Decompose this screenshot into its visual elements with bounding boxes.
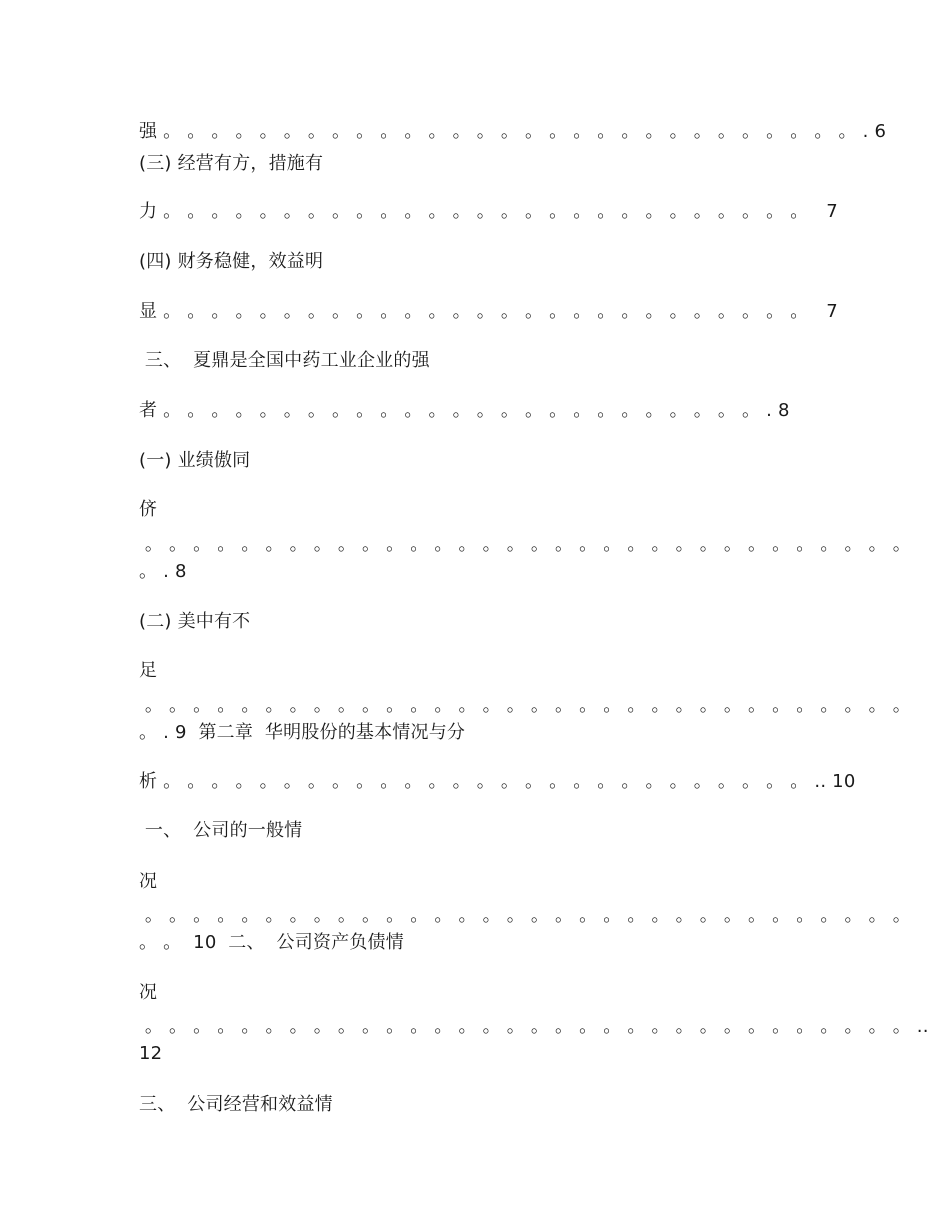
toc-entry-line: 况: [139, 982, 158, 1003]
toc-entry-line: 者 。 。 。 。 。 。 。 。 。 。 。 。 。 。 。 。 。 。 。 。 。 。 。 。 。 . 8: [139, 400, 790, 421]
toc-page-number-line: 12: [139, 1043, 163, 1064]
toc-leader-dots: 。 。 。 。 。 。 。 。 。 。 。 。 。 。 。 。 。 。 。 。 。 。 。 。 。 。 。 。 。 。 。 。: [139, 905, 911, 926]
toc-leader-dots: 。 。 。 。 。 。 。 。 。 。 。 。 。 。 。 。 。 。 。 。 。 。 。 。 。 。 。 。 。 。 。 。 ..: [139, 1016, 929, 1037]
toc-entry-line: 侪: [139, 499, 158, 520]
toc-entry-line: 足: [139, 660, 158, 681]
toc-page-number-line: 。 . 8: [139, 561, 187, 582]
toc-entry-line: (一) 业绩傲同: [139, 450, 251, 471]
toc-entry-line: 析 。 。 。 。 。 。 。 。 。 。 。 。 。 。 。 。 。 。 。 。 。 。 。 。 。 。 。 .. 10: [139, 771, 856, 792]
toc-entry-line: 。 。 10 二、 公司资产负债情: [139, 932, 404, 953]
toc-entry-line: 强 。 。 。 。 。 。 。 。 。 。 。 。 。 。 。 。 。 。 。 。 。 。 。 。 。 。 。 。 。 . 6: [139, 121, 887, 142]
toc-entry-line: (四) 财务稳健，效益明: [139, 251, 324, 272]
toc-leader-dots: 。 。 。 。 。 。 。 。 。 。 。 。 。 。 。 。 。 。 。 。 。 。 。 。 。 。 。 。 。 。 。 。: [139, 534, 911, 555]
toc-entry-line: 三、 公司经营和效益情: [139, 1094, 333, 1115]
toc-leader-dots: 。 。 。 。 。 。 。 。 。 。 。 。 。 。 。 。 。 。 。 。 。 。 。 。 。 。 。 。 。 。 。 。: [139, 695, 911, 716]
toc-entry-line: 。 . 9 第二章 华明股份的基本情况与分: [139, 722, 466, 743]
toc-entry-line: 力 。 。 。 。 。 。 。 。 。 。 。 。 。 。 。 。 。 。 。 。 。 。 。 。 。 。 。 7: [139, 201, 838, 222]
toc-entry-line: 三、 夏鼎是全国中药工业企业的强: [139, 350, 430, 371]
toc-entry-line: 显 。 。 。 。 。 。 。 。 。 。 。 。 。 。 。 。 。 。 。 。 。 。 。 。 。 。 。 7: [139, 301, 838, 322]
toc-entry-line: 况: [139, 871, 158, 892]
toc-entry-line: (二) 美中有不: [139, 611, 251, 632]
toc-entry-line: (三) 经营有方，措施有: [139, 153, 324, 174]
toc-entry-line: 一、 公司的一般情: [139, 820, 303, 841]
